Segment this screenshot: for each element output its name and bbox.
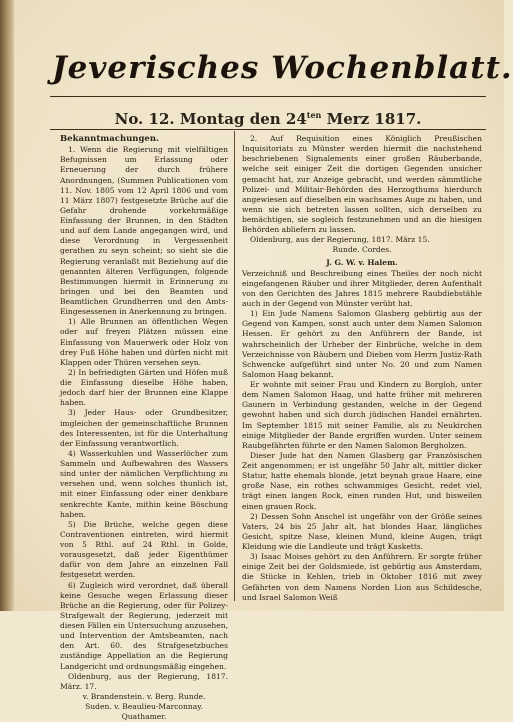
signature: Quathamer. [121, 712, 167, 722]
paragraph: 2) In befriedigten Gärten und Höfen muß die Einfassung dieselbe Höhe haben, jedoch darf hier der Brunnen eine Klappe haben. [60, 367, 228, 408]
signature: Suden. v. Beaulieu-Marconnay. [85, 702, 203, 711]
paragraph: 4) Wasserkuhlen und Wasserlöcher zum Sammeln und Aufbewahren des Wassers sind unter der nämlichen Verpflichtung zu versehen und, wenn solches thunlich ist, mit einer Einfassung oder einer denkbare senkrechte Kante, mithin keine Böschung haben. [60, 448, 228, 519]
column-divider [234, 131, 235, 601]
masthead-title: Jeverisches Wochenblatt. [52, 50, 513, 86]
issue-date-day: 24 [285, 110, 307, 128]
book-binding-edge [0, 0, 14, 611]
left-column [60, 134, 228, 722]
list-title: Verzeichniß und Beschreibung eines Theiles der noch nicht eingefangenen Räuber und ihrer Mitglieder, deren Aufenthalt von den Gerichten des Jahres 1815 mehrere Raubdiebstähle auch in der Gegend von Münster verübt hat. [242, 268, 482, 308]
issue-line [52, 104, 484, 126]
signature: Runde. Cordes. [332, 245, 392, 255]
issue-month-year: Merz 1817. [326, 110, 422, 128]
paragraph: 1) Alle Brunnen an öffentlichen Wegen oder auf freyen Plätzen müssen eine Einfassung von Mauerwerk oder Holz von drey Fuß Höhe haben und dürfen nicht mit Klappen oder Thüren versehen seyn. [60, 317, 228, 367]
list-item: 3) Isaac Moises gehört zu den Anführern. Er sorgte früher einige Zeit bei der Goldsmiede, ist gebürtig aus Amsterdam, die Stücke in Kehlen, trieb in Oktober 1816 mit zwey Gefährten von dem Namens Norden Lion aus Schildesche, und Israel Salomon Weiß [242, 552, 482, 602]
issue-number: No. 12. [114, 110, 175, 128]
item-heading: J. G. W. v. Halem. [326, 257, 398, 267]
dateline: Oldenburg, aus der Regierung, 1817. März. 17. [60, 671, 228, 691]
list-item: 2) Dessen Sohn Anschel ist ungefähr von der Größe seines Vaters, 24 bis 25 Jahr alt, hat blondes Haar, längliches Gesicht, spitze Nase, kleinen Mund, kleine Augen, trägt Kleidung wie die Landleute und trägt Kasketts. [242, 511, 482, 551]
paragraph: 3) Jeder Haus- oder Grundbesitzer, imgleichen der gemeinschaftliche Brunnen des Interessenten, ist für die Unterhaltung der Einfassung verantwortlich. [60, 408, 228, 448]
right-column [242, 134, 482, 602]
issue-weekday: Montag den [179, 110, 281, 128]
list-item: Er wohnte mit seiner Frau und Kindern zu Borgloh, unter dem Namen Salomon Haag, und hatte früher mit mehreren Gaunern in Verbindung gestanden, welche in der Gegend gewohnt haben und sich durch jüdischen Handel ernährten. Im September 1815 mit seiner Familie, als zu Neukirchen einige Mitglieder der Bande ergriffen wurden. Unter seinem Raubgefährten führte er den Namen Salomon Bergholzen. [242, 380, 482, 450]
paragraph: 6) Zugleich wird verordnet, daß überall keine Gesuche wegen Erlassung dieser Brüche an die Regierung, oder für Polizey-Strafgewalt der Regierung, jederzeit mit diesen Fällen ein Untersuchung anzusehen, und Intervention der Amtsbeamten, nach den Art. 60. des Strafgesetzbuches zuständige Appellation an die Regierung Landgericht und ordnungsmäßig eingehen. [60, 580, 228, 671]
paragraph: 1. Wenn die Regierung mit vielfältigen Befugnissen um Erlassung oder Erneuerung der durch frühere Anordnungen, (Summen Publicationen vom 11. Nov. 1805 vom 12 April 1806 und vom 11 März 1807) festgesetzte Brüche auf die Gefahr drohende vorkehrmäßige Einfassung der Brunnen, in den Städten und auf dem Lande angegangen wird, und diese Verordnung in Vergessenheit gerathen zu seyn scheint; so sieht sie die Regierung veranlaßt mit Beziehung auf die genannten älteren Verfügungen, folgende Bestimmungen hiermit in Erinnerung zu bringen und bei den Beamten und Beamtlichen Grundherren und den Amts-Eingesessenen in Anerkennung zu bringen. [60, 145, 228, 317]
masthead-rule-top [50, 96, 486, 97]
issue-date-suffix: ten [306, 110, 322, 120]
list-item: 1) Ein Jude Namens Salomon Glasberg gebürtig aus der Gegend von Kampen, sonst auch unter dem Namen Salomon Hessen. Er gehört zu den Anführern der Bande, ist wahrscheinlich der Urheber der Einbrüche, welche in dem Verzeichnisse von Räubern und Dieben vom Herrn Justiz-Rath Schwencke aufgeführt sind unter No. 20 und zum Namen Salomon Haag bekannt. [242, 309, 482, 379]
paragraph: 2. Auf Requisition eines Königlich Preußischen Inquisitoriats zu Münster werden hiermit die nachstehend beschriebenen Signalements einer großen Räuberbande, welche seit einiger Zeit die dortigen Gegenden unsicher gemacht hat, zur Anzeige gebracht, und werden sämmtliche Polizei- und Militair-Behörden des Herzogthums hierdurch angewiesen auf dieselben ein wachsames Auge zu haben, und wenn sie sich betreten lassen sollten, sich derselben zu bemächtigen, sie sogleich festzunehmen und an die hiesigen Behörden abliefern zu lassen. [242, 134, 482, 235]
paragraph: 5) Die Brüche, welche gegen diese Contraventionen eintreten, wird hiermit von 5 Rthl. auf 24 Rthl. in Golde, vorausgesetzt, daß jeder Eigenthümer dafür von dem Jahre an einzelnen Fall festgesetzt werden. [60, 519, 228, 580]
section-title: Bekanntmachungen. [60, 134, 159, 144]
header-rule-bottom [50, 129, 486, 130]
signature: v. Brandenstein. v. Berg. Runde. [82, 691, 206, 701]
dateline: Oldenburg, aus der Regierung, 1817. März 15. [250, 235, 430, 245]
list-item: Dieser Jude hat den Namen Glasberg gar Französischen Zeit angenommen; er ist ungefähr 50 Jahr alt, mittler dicker Statur, hatte ehemals blonde, jetzt beynah graue Haare, eine große Nase, ein rothes schwammiges Gesicht, redet viel, trägt einen langen Rock, einen runden Hut, und bisweilen einen grauen Rock. [242, 450, 482, 511]
